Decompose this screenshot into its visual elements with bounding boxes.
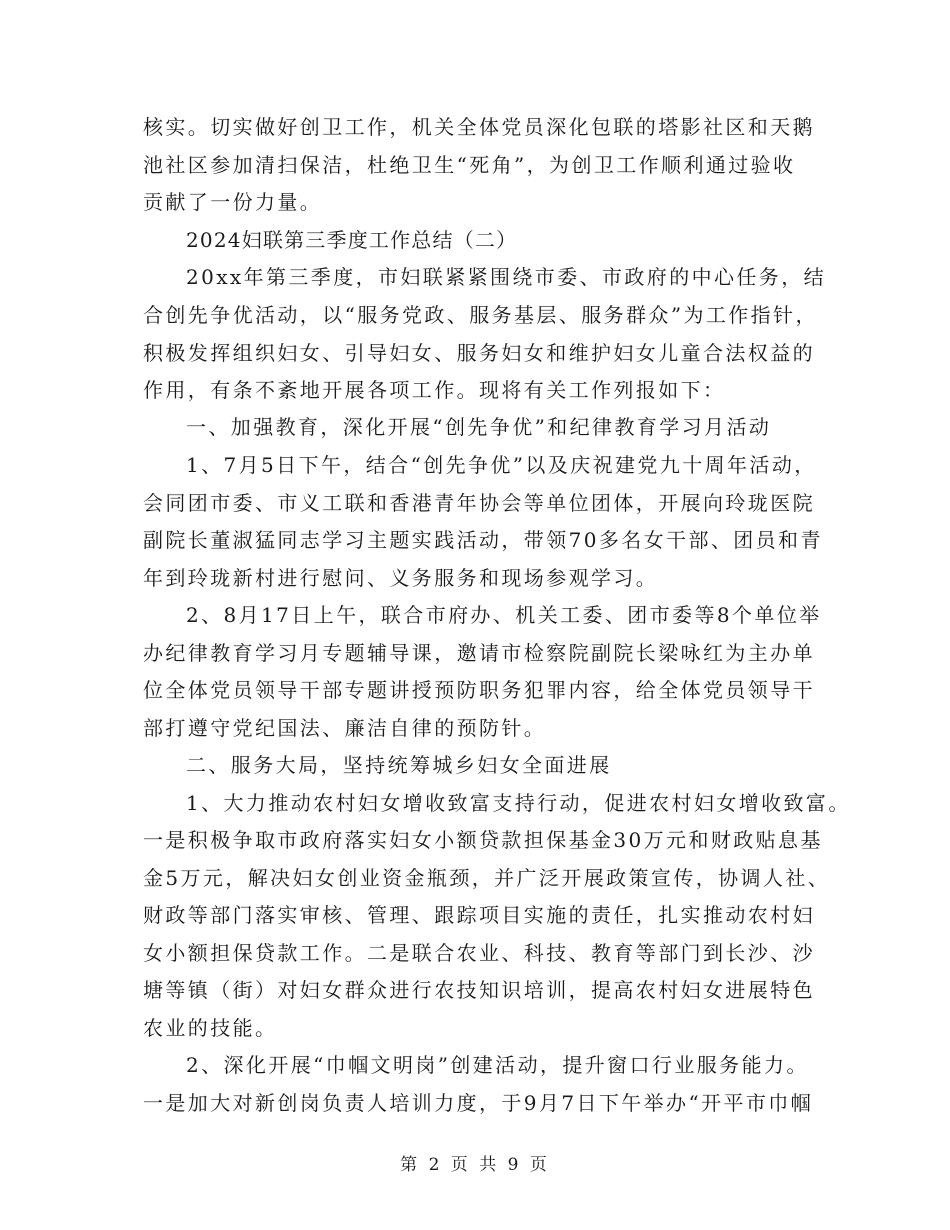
section-title: 2024妇联第三季度工作总结（二）	[186, 228, 518, 252]
heading-line: 二、服务大局，坚持统筹城乡妇女全面进展	[186, 753, 612, 777]
body-line: 办纪律教育学习月专题辅导课，邀请市检察院副院长梁咏红为主办单	[143, 641, 815, 665]
body-line: 部打遵守党纪国法、廉洁自律的预防针。	[143, 716, 547, 740]
body-line: 财政等部门落实审核、管理、跟踪项目实施的责任，扎实推动农村妇	[143, 903, 815, 927]
body-line: 女小额担保贷款工作。二是联合农业、科技、教育等部门到长沙、沙	[143, 941, 815, 965]
body-line: 会同团市委、市义工联和香港青年协会等单位团体，开展向玲珑医院	[143, 491, 815, 515]
body-line: 1、大力推动农村妇女增收致富支持行动，促进农村妇女增收致富。	[186, 791, 851, 815]
body-line: 年到玲珑新村进行慰问、义务服务和现场参观学习。	[143, 566, 659, 590]
body-line: 贡献了一份力量。	[143, 190, 323, 214]
page-number: 第 2 页 共 9 页	[400, 1155, 550, 1175]
body-line: 合创先争优活动，以“服务党政、服务基层、服务群众”为工作指针，	[143, 303, 818, 327]
body-line: 2、8月17日上午，联合市府办、机关工委、团市委等8个单位举	[186, 603, 822, 627]
body-line: 作用，有条不紊地开展各项工作。现将有关工作列报如下：	[143, 378, 726, 402]
body-line: 副院长董淑猛同志学习主题实践活动，带领70多名女干部、团员和青	[143, 528, 823, 552]
body-line: 核实。切实做好创卫工作，机关全体党员深化包联的塔影社区和天鹅	[143, 115, 815, 139]
body-line: 位全体党员领导干部专题讲授预防职务犯罪内容，给全体党员领导干	[143, 678, 815, 702]
body-line: 1、7月5日下午，结合“创先争优”以及庆祝建党九十周年活动，	[186, 453, 817, 477]
heading-line: 一、加强教育，深化开展“创先争优”和纪律教育学习月活动	[186, 415, 772, 439]
body-line: 塘等镇（街）对妇女群众进行农技知识培训，提高农村妇女进展特色	[143, 978, 815, 1002]
body-line: 一是积极争取市政府落实妇女小额贷款担保基金30万元和财政贴息基	[143, 828, 823, 852]
body-line: 一是加大对新创岗负责人培训力度，于9月7日下午举办“开平市巾帼	[143, 1091, 814, 1115]
body-line: 20xx年第三季度，市妇联紧紧围绕市委、市政府的中心任务，结	[186, 265, 827, 289]
body-line: 2、深化开展“巾帼文明岗”创建活动，提升窗口行业服务能力。	[186, 1053, 809, 1077]
body-line: 农业的技能。	[143, 1016, 278, 1040]
body-line: 积极发挥组织妇女、引导妇女、服务妇女和维护妇女儿童合法权益的	[143, 341, 815, 365]
body-line: 池社区参加清扫保洁，杜绝卫生“死角”，为创卫工作顺利通过验收	[143, 153, 796, 177]
body-line: 金5万元，解决妇女创业资金瓶颈，并广泛开展政策宣传，协调人社、	[143, 866, 831, 890]
